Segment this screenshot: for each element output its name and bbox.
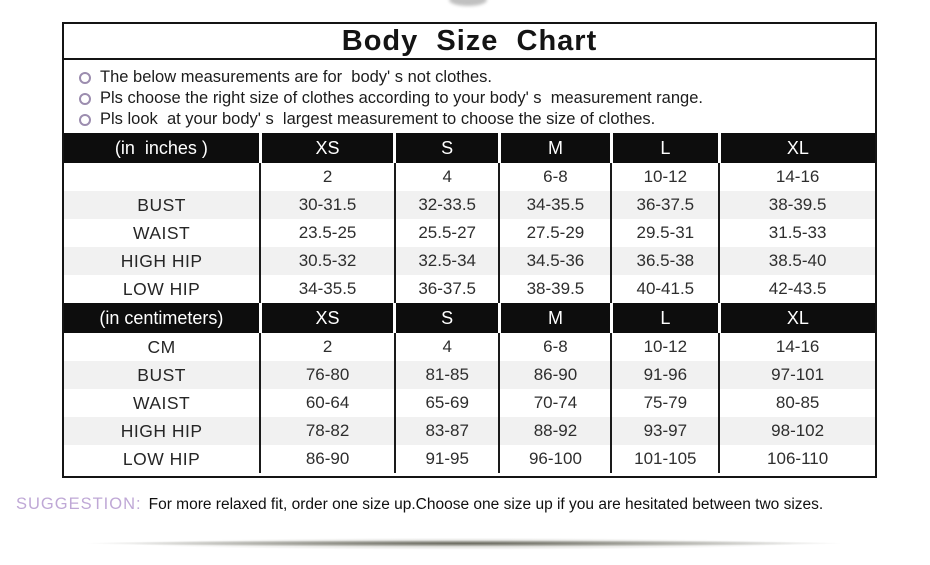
value-cell: 88-92 — [499, 417, 611, 445]
table-row — [64, 219, 875, 247]
table-row — [64, 275, 875, 303]
bottom-shadow-decoration — [18, 535, 910, 551]
value-cell: 81-85 — [395, 361, 500, 389]
note-text: The below measurements are for body' s not clothes. — [100, 68, 493, 86]
inches-header-row — [64, 133, 875, 163]
value-cell: 2 — [260, 333, 395, 361]
value-cell: 10-12 — [611, 163, 719, 191]
value-cell: 83-87 — [395, 417, 500, 445]
note-text: Pls look at your body' s largest measurement to choose the size of clothes. — [100, 110, 656, 128]
value-cell: 60-64 — [260, 389, 395, 417]
value-cell: 32-33.5 — [395, 191, 500, 219]
value-cell: 36.5-38 — [611, 247, 719, 275]
suggestion-text: For more relaxed fit, order one size up.Choose one size up if you are hesitated between two sizes. — [148, 496, 824, 513]
table-row — [64, 333, 875, 361]
table-row — [64, 191, 875, 219]
value-cell: 25.5-27 — [395, 219, 500, 247]
size-header-cell: XS — [260, 133, 395, 163]
value-cell: 101-105 — [611, 445, 719, 473]
unit-label-cell: (in centimeters) — [64, 303, 260, 333]
row-label-cell: WAIST — [132, 222, 191, 243]
value-cell: 91-96 — [611, 361, 719, 389]
size-header-cell: S — [395, 303, 500, 333]
note-line — [79, 109, 875, 130]
size-chart-panel — [62, 22, 877, 478]
size-header-cell: M — [499, 303, 611, 333]
value-cell: 4 — [395, 333, 500, 361]
value-cell: 30.5-32 — [260, 247, 395, 275]
size-header-cell: M — [499, 133, 611, 163]
suggestion-label: SUGGESTION: — [16, 495, 142, 513]
table-row — [64, 163, 875, 191]
value-cell: 106-110 — [719, 445, 875, 473]
centimeters-header-row — [64, 303, 875, 333]
table-row — [64, 389, 875, 417]
value-cell: 97-101 — [719, 361, 875, 389]
table-row — [64, 247, 875, 275]
value-cell: 36-37.5 — [395, 275, 500, 303]
value-cell: 27.5-29 — [499, 219, 611, 247]
size-header-cell: XL — [719, 133, 875, 163]
notes-list — [64, 60, 875, 133]
circle-bullet-icon — [79, 72, 91, 84]
size-header-cell: XL — [719, 303, 875, 333]
value-cell: 30-31.5 — [260, 191, 395, 219]
value-cell: 38.5-40 — [719, 247, 875, 275]
page-title: Body Size Chart — [64, 24, 875, 60]
value-cell: 10-12 — [611, 333, 719, 361]
value-cell: 6-8 — [499, 163, 611, 191]
unit-label-cell: (in inches ) — [64, 133, 260, 163]
value-cell: 65-69 — [395, 389, 500, 417]
row-label-cell — [64, 163, 260, 191]
value-cell: 34-35.5 — [499, 191, 611, 219]
value-cell: 31.5-33 — [719, 219, 875, 247]
value-cell: 29.5-31 — [611, 219, 719, 247]
size-header-cell: S — [395, 133, 500, 163]
table-row — [64, 417, 875, 445]
value-cell: 91-95 — [395, 445, 500, 473]
value-cell: 36-37.5 — [611, 191, 719, 219]
value-cell: 4 — [395, 163, 500, 191]
value-cell: 93-97 — [611, 417, 719, 445]
top-edge-smudge-decoration — [449, 0, 487, 6]
row-label-cell: BUST — [64, 361, 260, 389]
value-cell: 86-90 — [260, 445, 395, 473]
value-cell: 86-90 — [499, 361, 611, 389]
table-row — [64, 361, 875, 389]
body-size-table — [64, 133, 875, 473]
value-cell: 38-39.5 — [719, 191, 875, 219]
value-cell: 76-80 — [260, 361, 395, 389]
row-label-cell: BUST — [64, 191, 260, 219]
row-label-cell: LOW HIP — [122, 448, 201, 469]
value-cell: 80-85 — [719, 389, 875, 417]
circle-bullet-icon — [79, 114, 91, 126]
row-label-cell: WAIST — [132, 392, 191, 413]
value-cell: 38-39.5 — [499, 275, 611, 303]
value-cell: 32.5-34 — [395, 247, 500, 275]
value-cell: 34.5-36 — [499, 247, 611, 275]
value-cell: 98-102 — [719, 417, 875, 445]
row-label-cell: HIGH HIP — [64, 417, 260, 445]
value-cell: 34-35.5 — [260, 275, 395, 303]
size-header-cell: L — [611, 303, 719, 333]
value-cell: 2 — [260, 163, 395, 191]
size-header-cell: XS — [260, 303, 395, 333]
value-cell: 40-41.5 — [611, 275, 719, 303]
note-line — [79, 67, 875, 88]
value-cell: 14-16 — [719, 163, 875, 191]
note-text: Pls choose the right size of clothes according to your body' s measurement range. — [100, 89, 703, 107]
suggestion-line — [16, 495, 921, 514]
value-cell: 96-100 — [499, 445, 611, 473]
table-row — [64, 445, 875, 473]
value-cell: 6-8 — [499, 333, 611, 361]
value-cell: 78-82 — [260, 417, 395, 445]
value-cell: 23.5-25 — [260, 219, 395, 247]
value-cell: 42-43.5 — [719, 275, 875, 303]
value-cell: 14-16 — [719, 333, 875, 361]
size-header-cell: L — [611, 133, 719, 163]
note-line — [79, 88, 875, 109]
value-cell: 70-74 — [499, 389, 611, 417]
value-cell: 75-79 — [611, 389, 719, 417]
circle-bullet-icon — [79, 93, 91, 105]
row-label-cell: HIGH HIP — [64, 247, 260, 275]
row-label-cell: LOW HIP — [122, 278, 201, 299]
row-label-cell: CM — [147, 336, 176, 357]
